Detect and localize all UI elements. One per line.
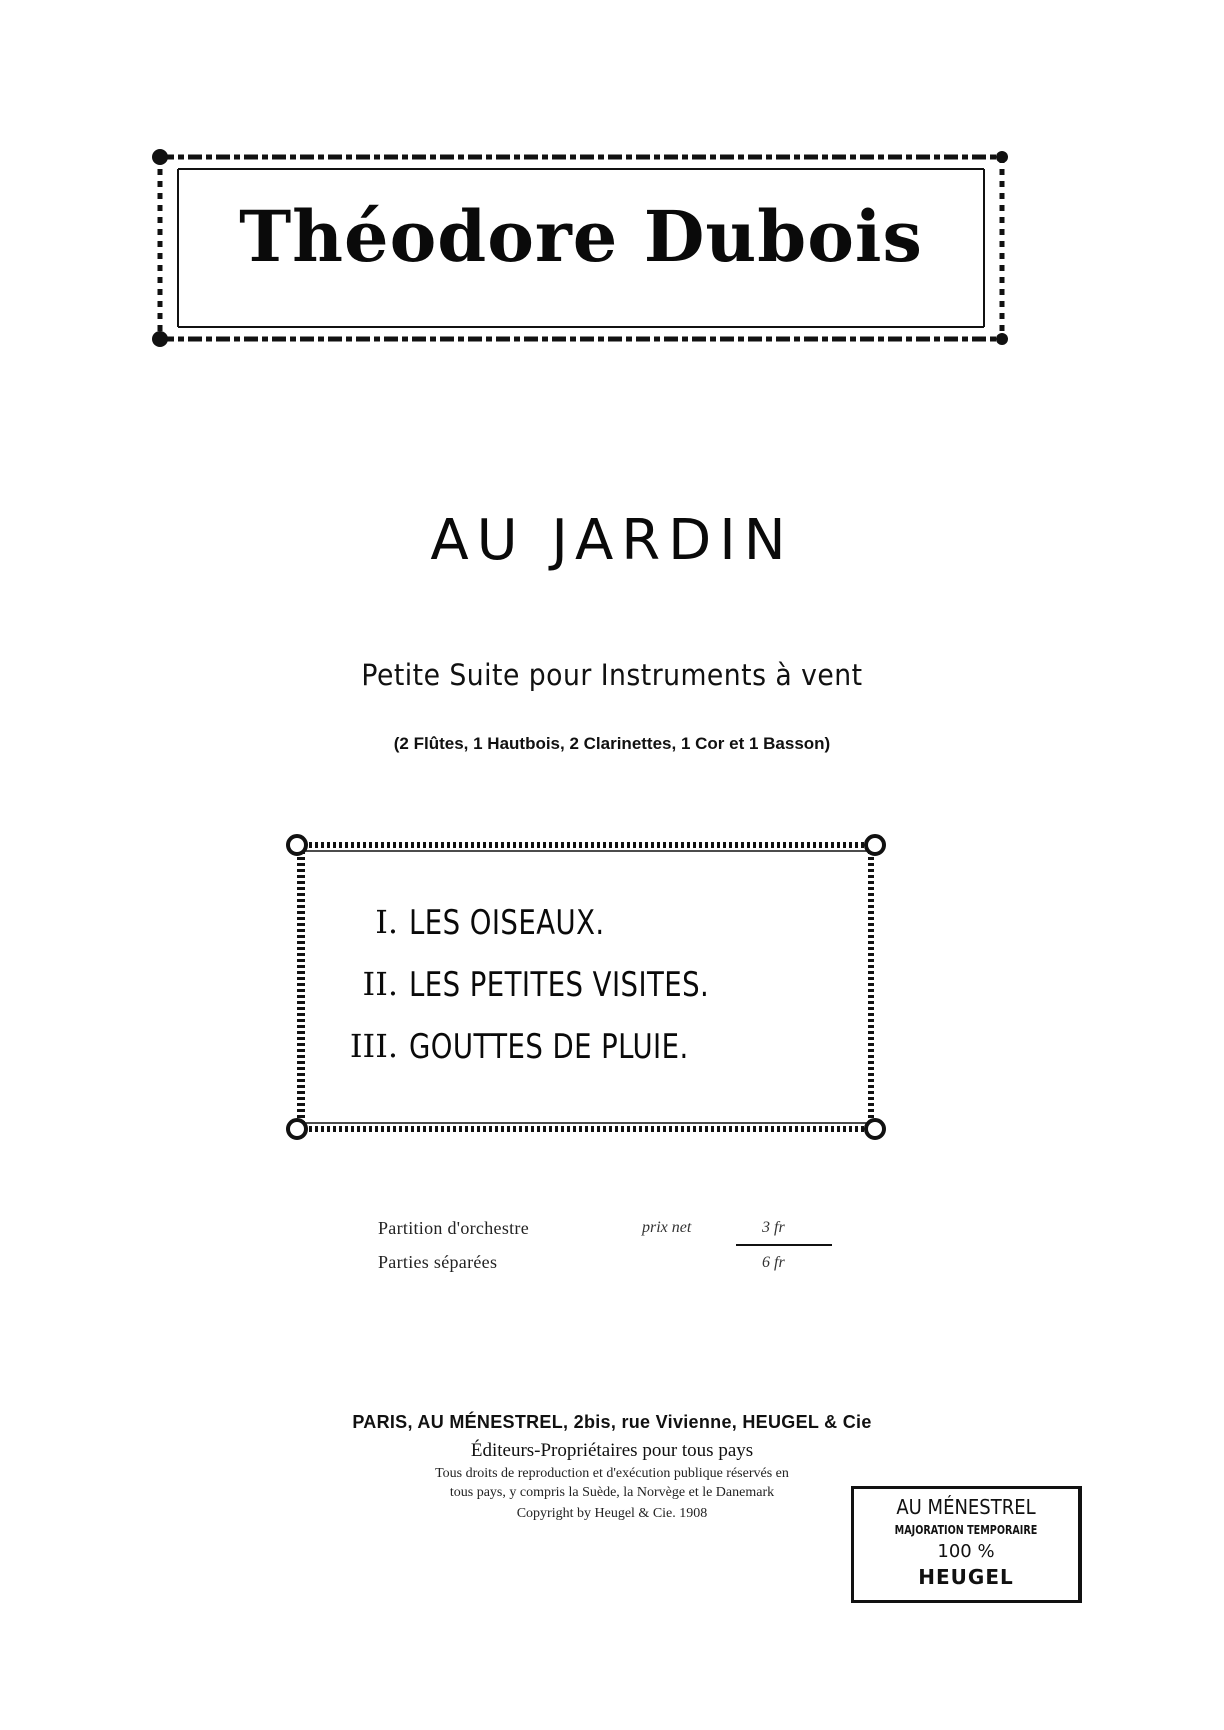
composer-name: Théodore Dubois — [239, 195, 923, 278]
publisher-line: Éditeurs-Propriétaires pour tous pays — [470, 1440, 754, 1461]
rights-line: tous pays, y compris la Suède, la Norvège et le Danemark — [449, 1485, 775, 1500]
work-title: AU JARDIN — [430, 508, 794, 573]
movement-number: I. — [375, 903, 398, 941]
movements-frame — [283, 833, 888, 1141]
stamp-line: HEUGEL — [918, 1565, 1014, 1589]
movement-item — [283, 1027, 888, 1083]
movement-name: GOUTTES DE PLUIE. — [409, 1027, 689, 1067]
price-net-label: prix net — [642, 1219, 692, 1236]
price-value-parts: 6 fr — [762, 1254, 785, 1271]
instrumentation: (2 Flûtes, 1 Hautbois, 2 Clarinettes, 1 Cor et 1 Basson) — [393, 734, 831, 753]
publisher-stamp — [851, 1486, 1082, 1603]
movement-number: III. — [349, 1027, 398, 1065]
stamp-line: AU MÉNESTREL — [896, 1495, 1036, 1519]
price-value-score: 3 fr — [762, 1219, 785, 1236]
movement-item — [283, 903, 888, 959]
price-label-score: Partition d'orchestre — [378, 1218, 530, 1238]
movement-name: LES OISEAUX. — [409, 903, 605, 943]
stamp-line: 100 % — [937, 1541, 995, 1562]
publisher-address: PARIS, AU MÉNESTREL, 2bis, rue Vivienne, HEUGEL & Cie — [352, 1412, 872, 1432]
movement-number: II. — [362, 965, 398, 1003]
copyright-line: Copyright by Heugel & Cie. 1908 — [516, 1506, 708, 1521]
movement-name: LES PETITES VISITES. — [409, 965, 710, 1005]
composer-frame — [150, 143, 1012, 353]
stamp-line: MAJORATION TEMPORAIRE — [894, 1523, 1038, 1537]
rights-line: Tous droits de reproduction et d'exécution publique réservés en — [435, 1466, 789, 1481]
movement-item — [283, 965, 888, 1021]
price-label-parts: Parties séparées — [378, 1252, 498, 1272]
work-subtitle: Petite Suite pour Instruments à vent — [361, 658, 863, 692]
price-rule — [736, 1244, 832, 1246]
